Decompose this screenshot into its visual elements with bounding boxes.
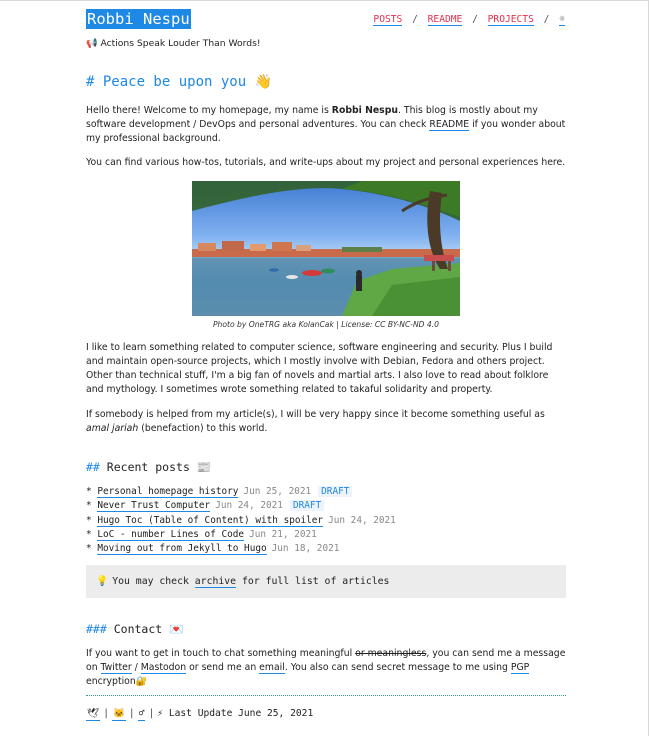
intro-paragraph-3: I like to learn something related to computer science, software engineering and security. Plus I build and maintain open-source projects, which I mostly involve with Debian, Fedora and others project. Other than technical stuff, I'm a big fan of novels and martial arts. I also love to read about folklore and mythology. I sometimes wrote something related to takaful solidarity and property.	[86, 342, 553, 395]
contact-heading	[86, 622, 183, 636]
lock-icon: 🔐	[135, 676, 148, 687]
bullet: *	[86, 528, 92, 540]
author-name: Robbi Nespu	[331, 105, 398, 116]
post-date: Jun 24, 2021	[328, 514, 396, 526]
love-letter-icon: 💌	[169, 622, 184, 636]
recent-posts-heading	[86, 460, 211, 474]
archive-notice	[86, 565, 566, 598]
nav-separator: /	[543, 14, 550, 25]
p1-mid: . This blog is mostly about my software development / DevOps and personal adventures. You can check	[86, 105, 538, 130]
cat-icon[interactable]: 🐱	[112, 708, 125, 719]
draft-badge: DRAFT	[318, 486, 352, 497]
notice-after: for full list of articles	[236, 576, 390, 587]
contact-text-5: encryption	[86, 676, 136, 687]
nav-separator: /	[472, 14, 478, 25]
intro-heading-text: # Peace be upon you	[86, 74, 247, 90]
list-item	[86, 514, 396, 528]
nav-posts[interactable]: POSTS	[373, 14, 403, 25]
footer	[86, 708, 313, 721]
post-date: Jun 24, 2021	[215, 500, 283, 512]
lightbulb-icon: 💡	[96, 576, 109, 587]
pgp-link[interactable]: PGP	[510, 662, 530, 673]
bird-icon[interactable]: 🕊	[87, 708, 100, 719]
last-update: ⚡ Last Update June 25, 2021	[157, 708, 314, 719]
hero-photo	[192, 181, 460, 316]
bullet: *	[86, 486, 92, 497]
contact-text-2: , you can send me a message on	[86, 648, 566, 673]
tagline	[86, 38, 261, 49]
footer-separator: |	[128, 708, 135, 719]
theme-toggle-icon[interactable]: ☼	[559, 14, 565, 25]
list-item	[86, 485, 396, 499]
p4-before: If somebody is helped from my article(s), I will be very happy since it become something useful as	[86, 409, 545, 420]
heading-hash: ###	[86, 622, 107, 636]
nav-projects[interactable]: PROJECTS	[487, 14, 534, 25]
list-item	[86, 542, 396, 556]
contact-paragraph	[86, 647, 566, 689]
archive-link[interactable]: archive	[194, 576, 237, 587]
p1-after: if you wonder about my professional background.	[86, 119, 566, 144]
bullet: *	[86, 514, 92, 526]
waving-hand-icon: 👋	[254, 74, 273, 90]
nav-readme[interactable]: README	[427, 14, 463, 25]
post-link[interactable]: LoC - number Lines of Code	[97, 528, 245, 540]
footer-divider	[86, 695, 566, 696]
contact-text-1: If you want to get in touch to chat something meaningful	[86, 648, 356, 659]
p4-after: (benefaction) to this world.	[138, 423, 268, 434]
contact-strikethrough: or meaningless	[355, 648, 427, 659]
intro-paragraph-2: You can find various how-tos, tutorials, and write-ups about my project and personal experiences here.	[86, 157, 566, 168]
male-sign-icon[interactable]: ♂	[138, 708, 145, 719]
list-item	[86, 528, 396, 542]
post-link[interactable]: Moving out from Jekyll to Hugo	[97, 543, 267, 555]
post-date: Jun 25, 2021	[243, 486, 312, 497]
recent-posts-list	[86, 485, 396, 556]
amal-jariah-text: amal jariah	[86, 423, 139, 434]
intro-heading	[86, 74, 272, 90]
intro-paragraph-4	[86, 408, 566, 436]
nav-separator: /	[412, 14, 418, 25]
contact-text-3: or send me an	[186, 662, 260, 673]
twitter-link[interactable]: Twitter	[100, 662, 132, 673]
megaphone-icon: 📢	[86, 38, 98, 49]
photo-caption: Photo by OneTRG aka KolanCak | License: CC BY-NC-ND 4.0	[212, 320, 440, 329]
bullet: *	[86, 543, 92, 555]
post-date: Jun 21, 2021	[249, 528, 317, 540]
heading-hash: ##	[86, 460, 100, 474]
mastodon-link[interactable]: Mastodon	[140, 662, 187, 673]
post-date: Jun 18, 2021	[271, 543, 340, 555]
intro-paragraph-1	[86, 104, 566, 146]
draft-badge: DRAFT	[290, 500, 324, 511]
list-item	[86, 499, 396, 513]
newspaper-icon: 📰	[196, 460, 212, 474]
footer-separator: |	[103, 708, 109, 719]
contact-heading-text: Contact	[113, 622, 163, 636]
top-nav	[373, 13, 565, 26]
notice-before: You may check	[112, 576, 195, 587]
contact-slash: /	[131, 662, 141, 673]
recent-posts-heading-text: Recent posts	[106, 460, 190, 474]
email-link[interactable]: email	[259, 662, 285, 673]
readme-link[interactable]: README	[429, 119, 470, 130]
post-link[interactable]: Never Trust Computer	[97, 500, 211, 512]
contact-text-4: . You also can send secret message to me using	[284, 662, 511, 673]
bullet: *	[86, 500, 92, 512]
post-link[interactable]: Hugo Toc (Table of Content) with spoiler	[97, 514, 324, 526]
post-link[interactable]: Personal homepage history	[97, 486, 239, 497]
site-title[interactable]: Robbi Nespu	[87, 10, 190, 28]
p1-before: Hello there! Welcome to my homepage, my name is	[86, 105, 332, 116]
footer-separator: |	[148, 708, 155, 719]
tagline-text: Actions Speak Louder Than Words!	[100, 38, 261, 49]
hero-photo-illustration	[192, 181, 460, 316]
